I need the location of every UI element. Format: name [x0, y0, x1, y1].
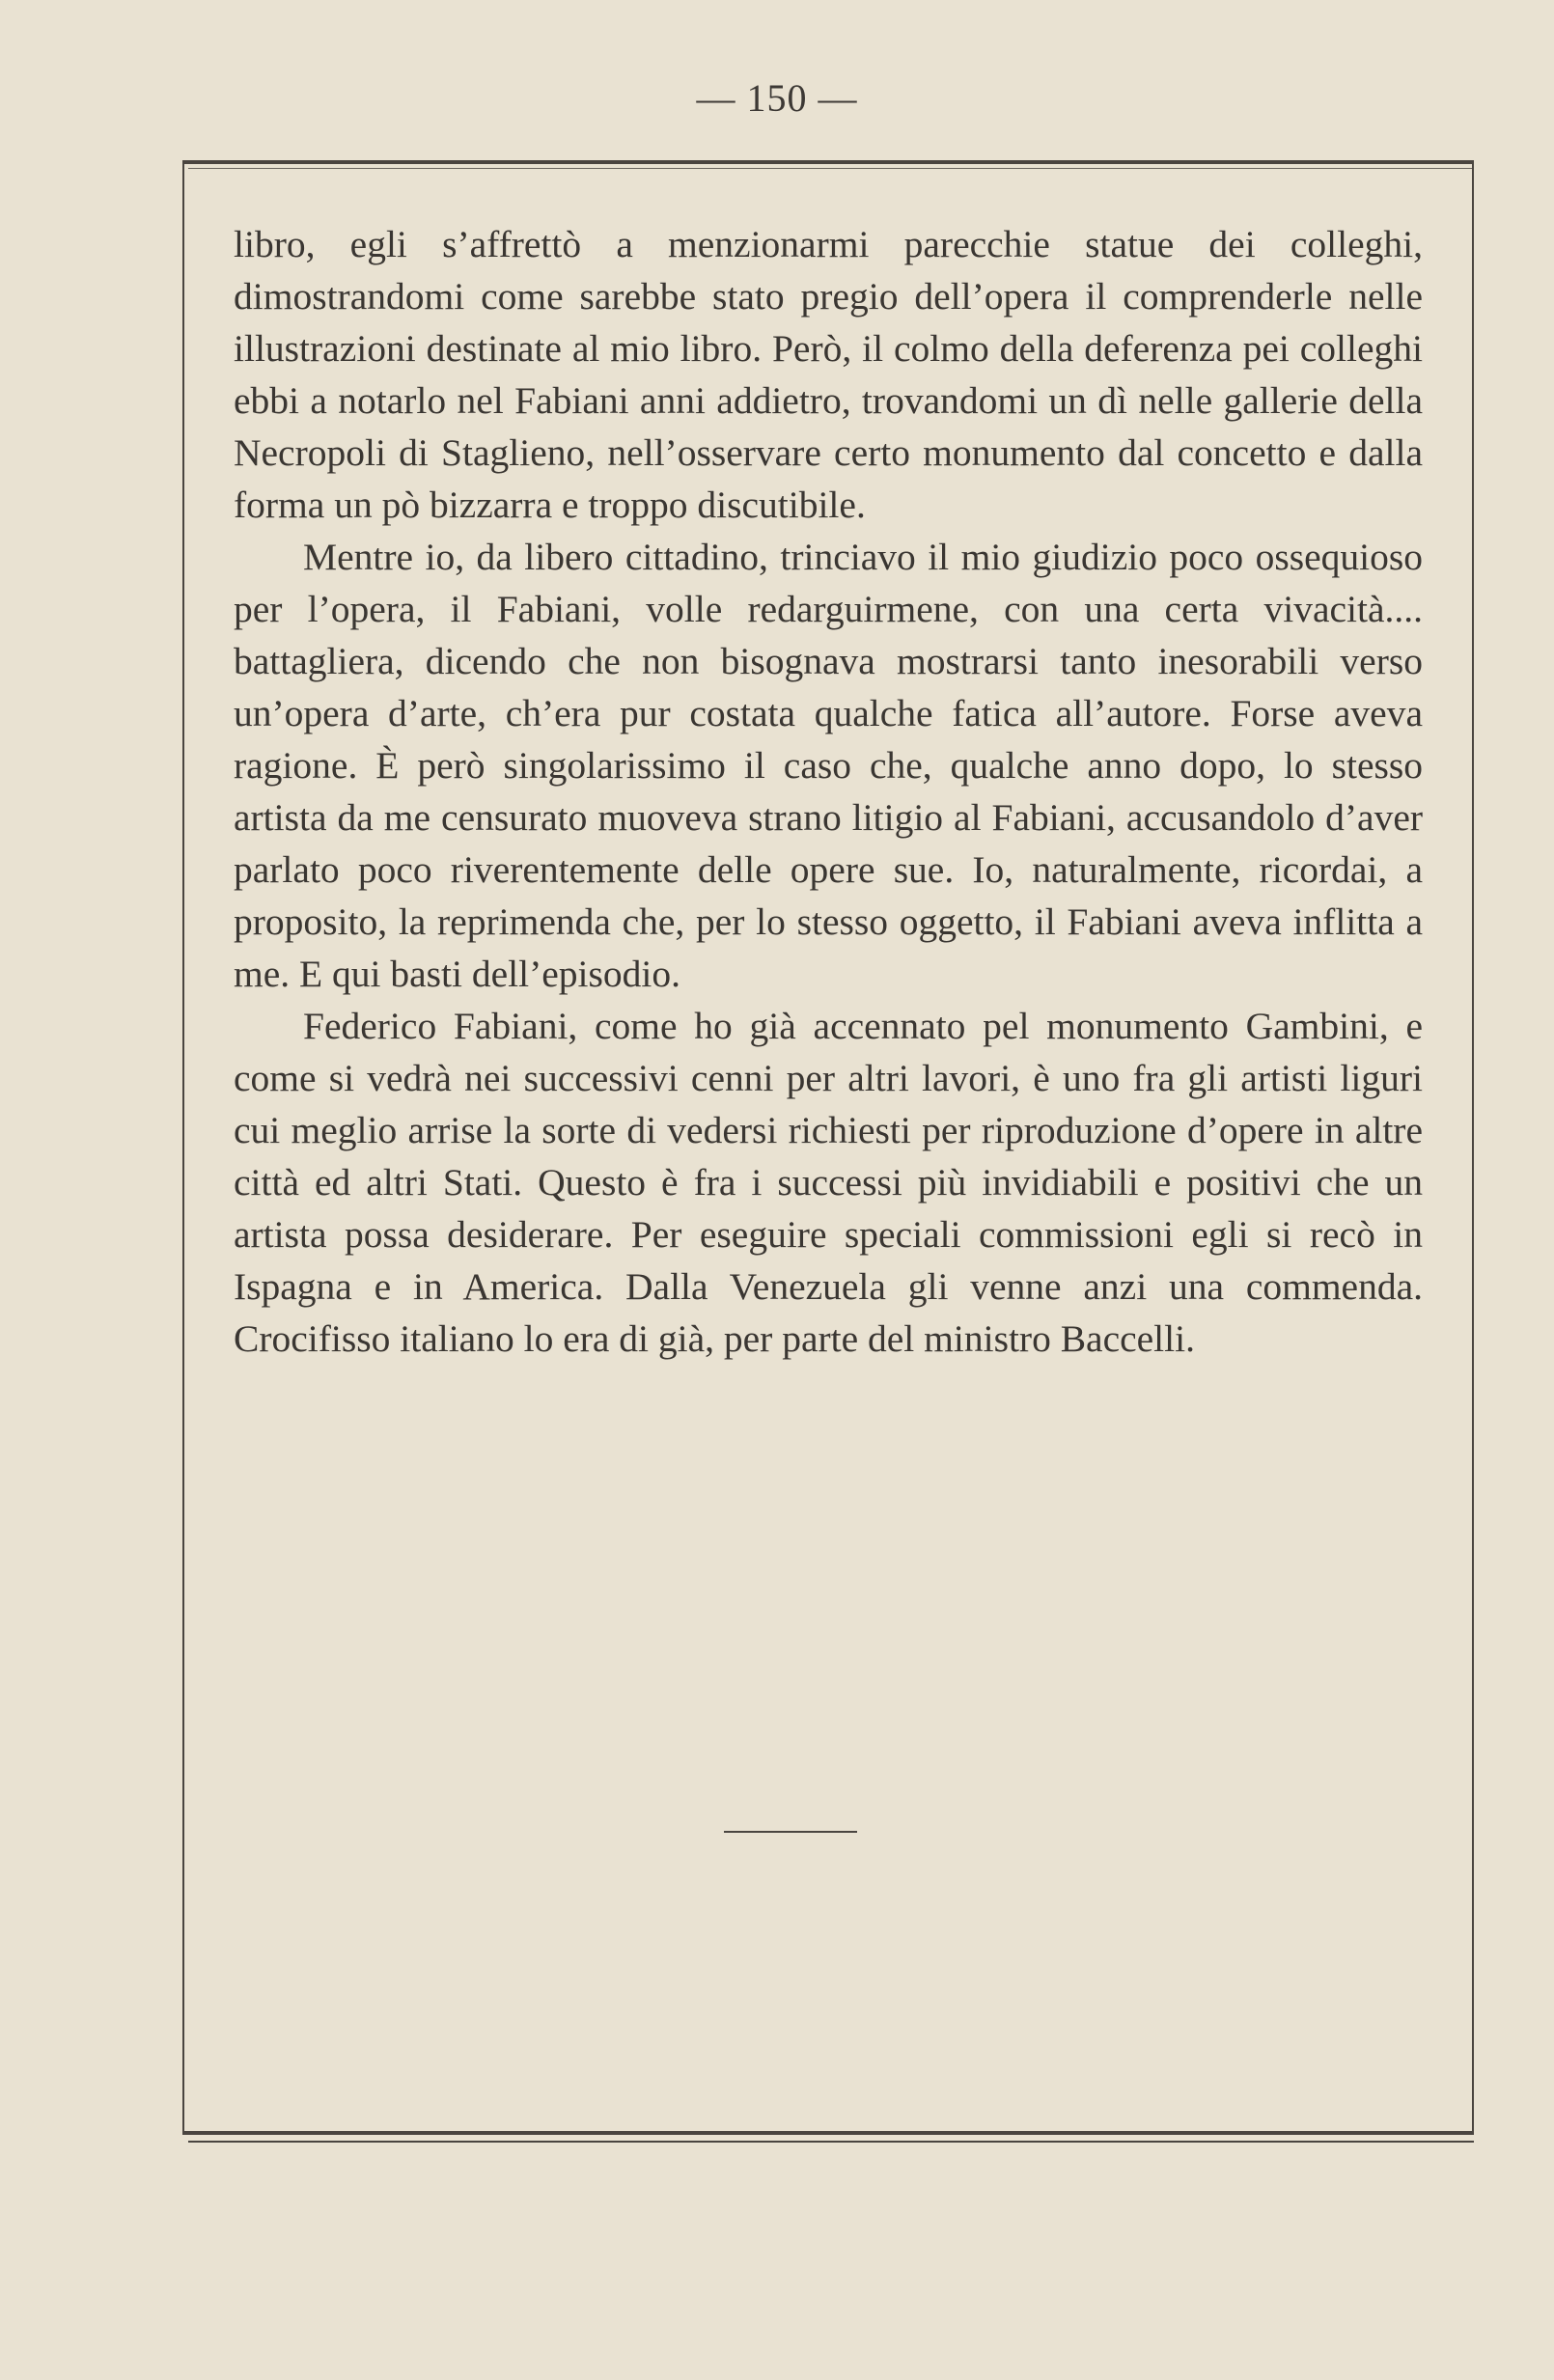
paragraph-1: libro, egli s’affrettò a menzionarmi parecchie statue dei colleghi, dimostrandomi come sarebbe stato pregio dell’opera il comprenderle nelle illustrazioni destinate al mio libro. Però, il colmo della deferenza pei colleghi ebbi a notarlo nel Fabiani anni addietro, trovandomi un dì nelle gallerie della Necropoli di Staglieno, nell’osservare certo monumento dal concetto e dalla forma un pò bizzarra e troppo discutibile. — [234, 223, 1423, 526]
frame-top-rule — [188, 168, 1472, 169]
paragraph-2: Mentre io, da libero cittadino, trinciavo il mio giudizio poco ossequioso per l’opera, il Fabiani, volle redarguirmene, con una certa vivacità.... battagliera, dicendo che non bisognava mostrarsi tanto inesorabili verso un’opera d’arte, ch’era pur costata qualche fatica all’autore. Forse aveva ragione. È però singolarissimo il caso che, qualche anno dopo, lo stesso artista da me censurato muoveva strano litigio al Fabiani, accusandolo d’aver parlato poco riverentemente delle opere sue. Io, naturalmente, ricordai, a proposito, la reprimenda che, per lo stesso oggetto, il Fabiani aveva inflitta a me. E qui basti dell’episodio. — [234, 536, 1423, 995]
end-rule — [724, 1831, 857, 1833]
page-number: — 150 — — [696, 76, 858, 120]
paragraph-3: Federico Fabiani, come ho già accennato pel monumento Gambini, e come si vedrà nei successivi cenni per altri lavori, è uno fra gli artisti liguri cui meglio arrise la sorte di vedersi richiesti per riproduzione d’opere in altre città ed altri Stati. Questo è fra i successi più invidiabili e positivi che un artista possa desiderare. Per eseguire speciali commissioni egli si recò in Ispagna e in America. Dalla Venezuela gli venne anzi una commenda. Crocifisso italiano lo era di già, per parte del ministro Baccelli. — [234, 1005, 1423, 1360]
frame-bottom-rule — [188, 2141, 1474, 2143]
body-text — [234, 218, 1423, 1365]
